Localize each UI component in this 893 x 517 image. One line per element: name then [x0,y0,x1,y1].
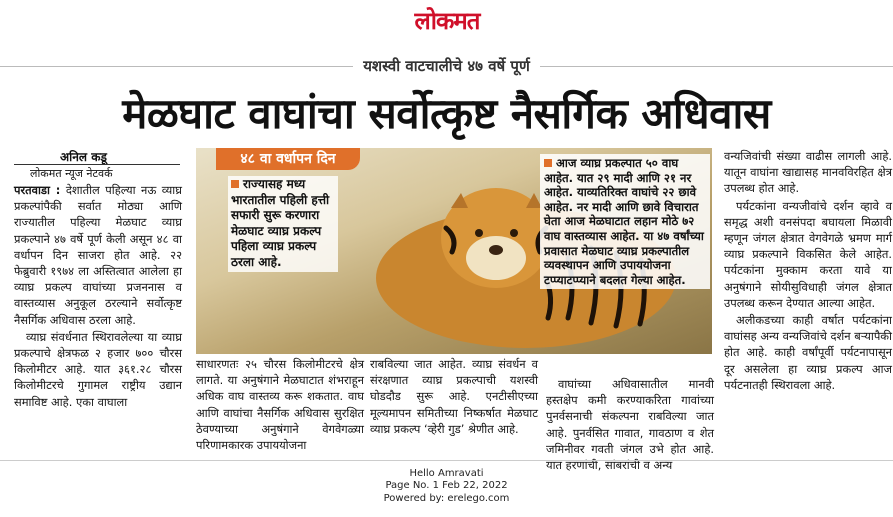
masthead [0,0,893,44]
column1-para2: व्याघ्र संवर्धनात स्थिरावलेल्या या व्याघ्र प्रकल्पाचे क्षेत्रफळ २ हजार ७०० चौरस किलोमीटर आहे. यात ३६१.२८ चौरस किलोमीटरचे गुगामल राष्ट्रीय उद्यान समाविष्ट आहे. एका वाघाला [14,329,182,409]
page-footer [0,460,893,517]
dateline: परतवाडा : [14,183,61,197]
article-column-5 [724,148,892,394]
brand-logo: लोकमत [414,7,480,35]
bullet-square-icon [544,159,552,167]
byline-author: अनिल कडू [60,150,107,164]
footer-page-date: Page No. 1 Feb 22, 2022 [385,480,508,492]
article-column-2 [196,356,364,454]
photo-caption-right-text: आज व्याघ्र प्रकल्पात ५० वाघ आहेत. यात २९ मादी आणि २१ नर आहेत. याव्यतिरिक्त वाघांचे २२ छावे आहेत. नर मादी आणि छावे विचारात घेता आज मेळघाटात लहान मोठे ७२ वाघ वास्तव्यास आहेत. या ४७ वर्षांच्या प्रवासात मेळघाट व्याघ्र प्रकल्पातील व्यवस्थापन आणि उपाययोजना टप्प्याटप्प्याने बदलत गेल्या आहेत. [544,156,704,287]
column5-para1: वन्यजिवांची संख्या वाढीस लागली आहे. यातून वाघांना खाद्यासह मानवविरहित क्षेत्र उपलब्ध होत आहे. [724,149,892,196]
bullet-square-icon [231,180,239,188]
photo-caption-right [540,154,710,289]
column2-text: साधारणतः २५ चौरस किलोमीटरचे क्षेत्र लागते. या अनुषंगाने मेळघाटात शंभराहून अधिक वाघ वास्तव्य करू शकतात. वाघ आणि वाघांचा नैसर्गिक अधिवास सुरक्षित ठेवण्याच्या अनुषंगाने वेगवेगळ्या परिणामकारक उपाययोजना [196,357,364,453]
photo-caption-left [228,176,338,272]
column5-para3: अलीकडच्या काही वर्षात पर्यटकांना वाघांसह अन्य वन्यजिवांचे दर्शन बऱ्यापैकी होत आहे. काही वर्षांपूर्वी पर्यटनापासून दूर असलेला हा व्याघ्र प्रकल्प आज पर्यटनातही स्थिरावला आहे. [724,313,892,392]
footer-edition: Hello Amravati [409,468,484,479]
column5-para2: पर्यटकांना वन्यजीवांचे दर्शन व्हावे व समृद्ध अशी वनसंपदा बघायला मिळावी म्हणून जंगल क्षेत्रात वेगवेगळे भ्रमण मार्ग व्याघ्र प्रकल्पाने विकसित केले आहेत. पर्यटकांना मुक्काम करता यावे या अनुषंगाने सोयीसुविधाही जंगल क्षेत्रात उपलब्ध करून देण्यात आल्या आहेत. [724,198,892,310]
column4-text: वाघांच्या अधिवासातील मानवी हस्तक्षेप कमी करण्याकरिता गावांच्या पुनर्वसनाची संकल्पना राबविल्या जात आहे. पुनर्वसित गावात, गावठाण व शेत जमिनीवर गवती जंगल उभे होत आहे. यात हरणांची, सांबरांची व अन्य [546,377,714,473]
photo-caption-left-text: राज्यासह मध्य भारतातील पहिली हत्ती सफारी सुरू करणारा मेळघाट व्याघ्र प्रकल्प पहिला व्याघ्र प्रकल्प ठरला आहे. [231,177,330,269]
footer-powered-by: Powered by: erelego.com [383,492,510,504]
headline: मेळघाट वाघांचा सर्वोत्कृष्ट नैसर्गिक अधिवास [122,89,771,138]
anniversary-banner: ४८ वा वर्धापन दिन [216,148,360,170]
column3-text: राबविल्या जात आहेत. व्याघ्र संवर्धन व संरक्षणात व्याघ्र प्रकल्पाची यशस्वी घोडदौड सुरू आहे. एनटीसीएच्या मूल्यमापन समितीच्या निष्कर्षात मेळघाट व्याघ्र प्रकल्प ‘व्हेरी गुड’ श्रेणीत आहे. [370,357,538,436]
kicker-text: यशस्वी वाटचालीचे ४७ वर्षे पूर्ण [353,57,540,75]
kicker [0,56,893,76]
column1-para1: देशातील पहिल्या नऊ व्याघ्र प्रकल्पांपैकी सर्वात मोठ्या आणि राज्यातील पहिल्या मेळघाट व्याघ्र प्रकल्पाने ४७ वर्षे पूर्ण केली असून ४८ वा वर्धापन दिन साजरा होत आहे. २२ फेब्रुवारी १९७४ ला अस्तित्वात आलेला हा व्याघ्र प्रकल्प वाघांच्या प्रजननास व वास्तव्यास अनुकूल ठरल्याने सर्वोत्कृष्ट नैसर्गिक अधिवास ठरला आहे. [14,183,182,327]
article-column-1 [14,182,182,411]
byline-org: लोकमत न्यूज नेटवर्क [30,167,113,180]
newspaper-page [0,44,893,473]
byline-rule [14,164,180,165]
article-column-3 [370,356,538,438]
